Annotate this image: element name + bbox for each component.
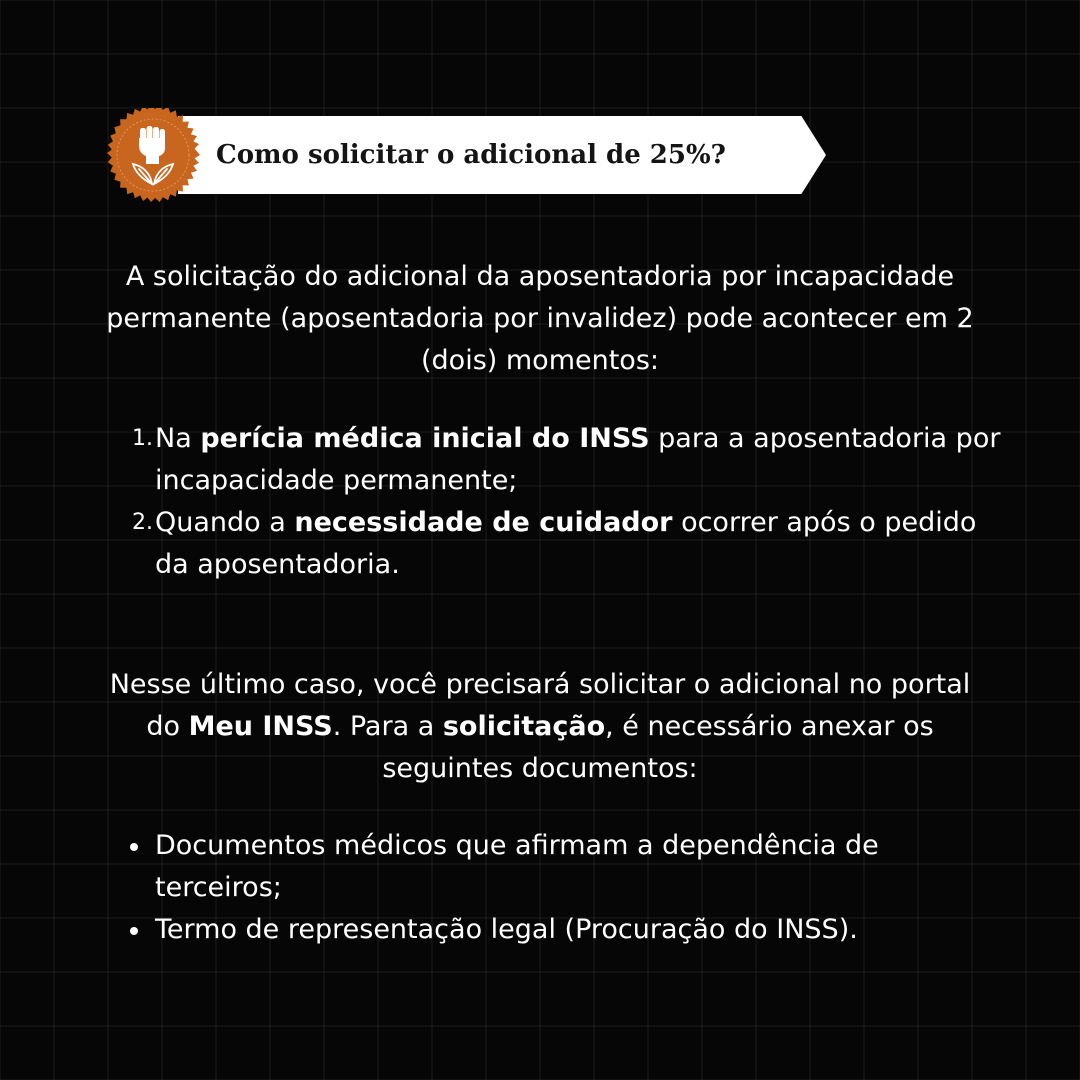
list-item: 2. Quando a necessidade de cuidador ocorrer após o pedido da aposentadoria. [155, 502, 1005, 586]
list-item: Documentos médicos que afirmam a dependência de terceiros; [155, 825, 1005, 909]
list-item: Termo de representação legal (Procuração do INSS). [155, 909, 1005, 951]
documents-intro-paragraph: Nesse último caso, você precisará solicitar o adicional no portal do Meu INSS. Para a solicitação, é necessário anexar os seguintes documentos: [109, 669, 971, 784]
bullet-icon [130, 843, 138, 851]
list-number: 1. [132, 426, 153, 451]
intro-paragraph: A solicitação do adicional da aposentadoria por incapacidade permanente (aposentadoria por invalidez) pode acontecer em 2 (dois) momentos: [106, 261, 974, 376]
raised-fist-icon [106, 108, 200, 202]
list-item: 1. Na perícia médica inicial do INSS para a aposentadoria por incapacidade permanente; [155, 418, 1005, 502]
list-number: 2. [132, 510, 153, 535]
bullet-icon [130, 927, 138, 935]
page-title: Como solicitar o adicional de 25%? [216, 140, 726, 170]
title-banner [106, 108, 826, 202]
documents-list [155, 825, 1005, 951]
moments-list [132, 418, 1005, 586]
